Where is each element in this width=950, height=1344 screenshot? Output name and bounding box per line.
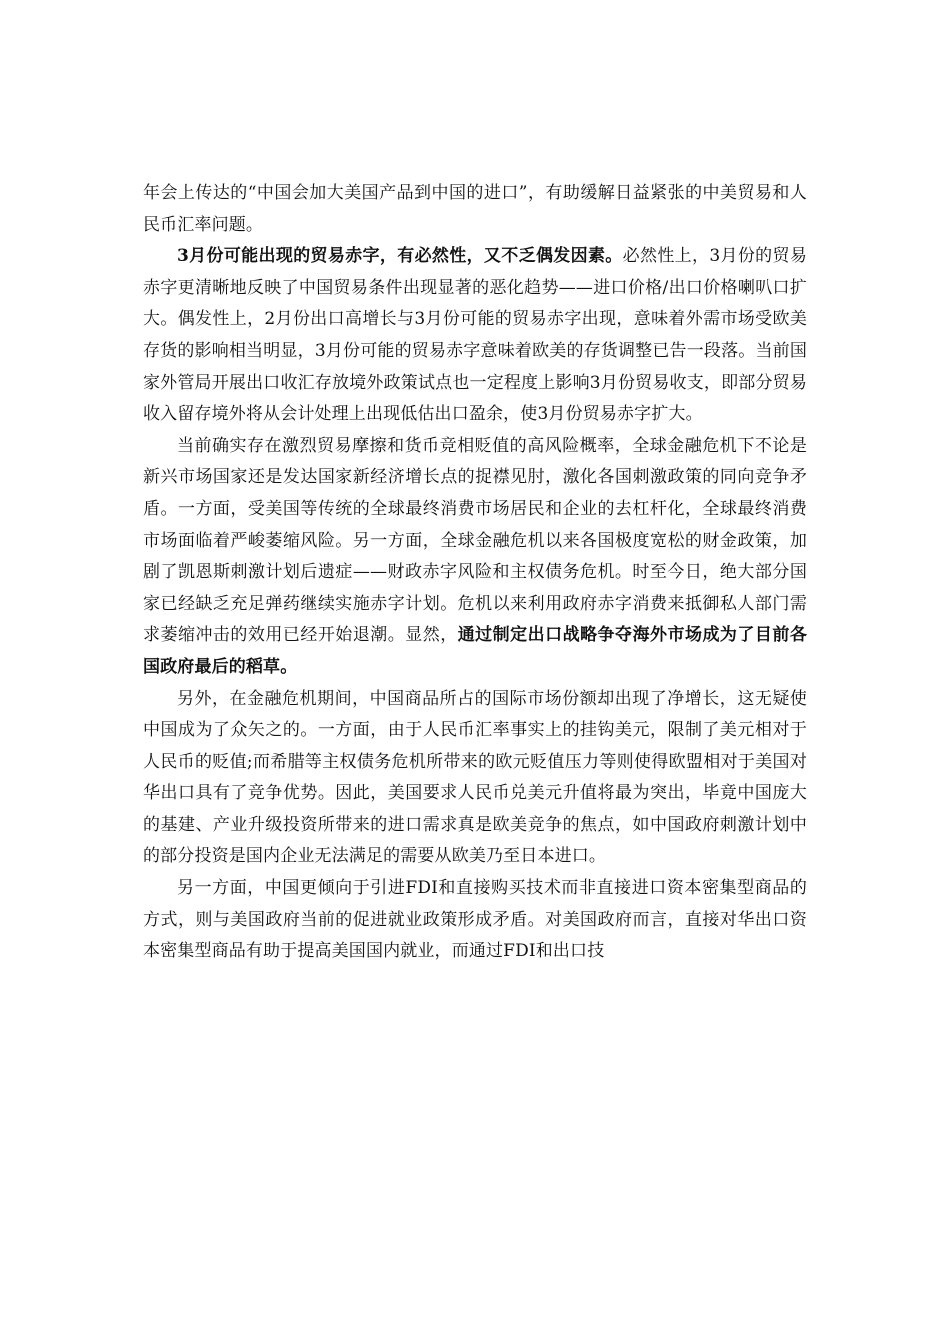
paragraph-trade-deficit	[143, 241, 807, 431]
paragraph-market-share	[143, 684, 807, 874]
paragraph-text: 当前确实存在激烈贸易摩擦和货币竞相贬值的高风险概率，全球金融危机下不论是新兴市场国家还是发达国家新经济增长点的捉襟见肘，激化各国刺激政策的同向竞争矛盾。一方面，受美国等传统的全球最终消费市场居民和企业的去杠杆化，全球最终消费市场面临着严峻萎缩风险。另一方面，全球金融危机以来各国极度宽松的财金政策，加剧了凯恩斯刺激计划后遗症——财政赤字风险和主权债务危机。时至今日，绝大部分国家已经缺乏充足弹药继续实施赤字计划。危机以来利用政府赤字消费来抵御私人部门需求萎缩冲击的效用已经开始退潮。显然，	[143, 435, 807, 646]
paragraph-bold-tail: 通过制定出口战略争夺海外市场成为了目前各国政府最后的稻草。	[143, 625, 808, 677]
paragraph-text: 必然性上，3月份的贸易赤字更清晰地反映了中国贸易条件出现显著的恶化趋势——进口价格/出口价格喇叭口扩大。偶发性上，2月份出口高增长与3月份可能的贸易赤字出现，意味着外需市场受欧美存货的影响相当明显，3月份可能的贸易赤字意味着欧美的存货调整已告一段落。当前国家外管局开展出口收汇存放境外政策试点也一定程度上影响3月份贸易收支，即部分贸易收入留存境外将从会计处理上出现低估出口盈余，使3月份贸易赤字扩大。	[143, 246, 807, 425]
document-body	[143, 178, 807, 968]
paragraph-bold-lead: 3月份可能出现的贸易赤字，有必然性，又不乏偶发因素。	[177, 246, 623, 267]
paragraph-fdi	[143, 873, 807, 968]
paragraph-text: 另一方面，中国更倾向于引进FDI和直接购买技术而非直接进口资本密集型商品的方式，则与美国政府当前的促进就业政策形成矛盾。对美国政府而言，直接对华出口资本密集型商品有助于提高美国国内就业，而通过FDI和出口技	[143, 878, 807, 962]
paragraph-trade-friction	[143, 431, 807, 684]
paragraph-text: 另外，在金融危机期间，中国商品所占的国际市场份额却出现了净增长，这无疑使中国成为了众矢之的。一方面，由于人民币汇率事实上的挂钩美元，限制了美元相对于人民币的贬值;而希腊等主权债务危机所带来的欧元贬值压力等则使得欧盟相对于美国对华出口具有了竞争优势。因此，美国要求人民币兑美元升值将最为突出，毕竟中国庞大的基建、产业升级投资所带来的进口需求真是欧美竞争的焦点，如中国政府刺激计划中的部分投资是国内企业无法满足的需要从欧美乃至日本进口。	[143, 688, 807, 867]
paragraph-continuation	[143, 178, 807, 241]
paragraph-text: 年会上传达的“中国会加大美国产品到中国的进口”，有助缓解日益紧张的中美贸易和人民币汇率问题。	[143, 183, 807, 235]
